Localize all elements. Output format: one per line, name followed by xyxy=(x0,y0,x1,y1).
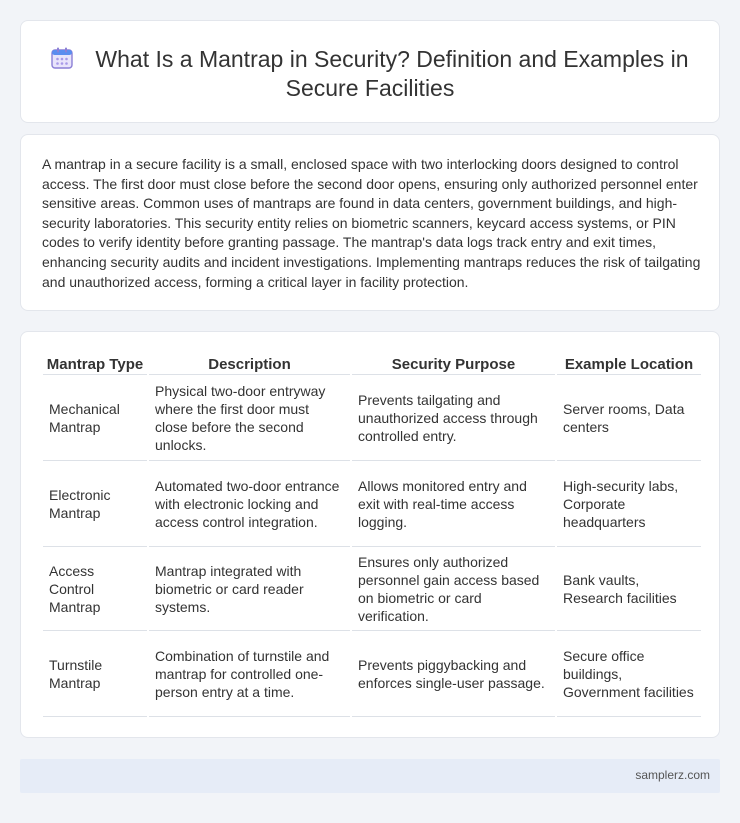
title-card xyxy=(20,20,720,123)
cell-type: Mechanical Mantrap xyxy=(43,375,147,461)
page-title-text: What Is a Mantrap in Security? Definition and Examples in Secure Facilities xyxy=(95,46,689,101)
cell-location: Secure office buildings, Government facilities xyxy=(557,631,701,717)
cell-type: Electronic Mantrap xyxy=(43,461,147,547)
cell-location: Bank vaults, Research facilities xyxy=(557,547,701,631)
mantrap-table xyxy=(41,353,703,717)
cell-description: Physical two-door entryway where the first door must close before the second unlocks. xyxy=(149,375,350,461)
calendar-icon xyxy=(51,47,73,69)
intro-paragraph: A mantrap in a secure facility is a small, enclosed space with two interlocking doors designed to control access. The first door must close before the second door opens, ensuring only authorized personnel enter sensitive areas. Common uses of mantraps are found in data centers, government buildings, and high-security laboratories. This security entity relies on biometric scanners, keycard access systems, or PIN codes to verify identity before granting passage. The mantrap's data logs track entry and exit times, enhancing security audits and incident investigations. Implementing mantraps reduces the risk of tailgating and unauthorized access, forming a critical layer in facility protection. xyxy=(42,156,701,290)
cell-purpose: Prevents tailgating and unauthorized access through controlled entry. xyxy=(352,375,555,461)
cell-purpose: Allows monitored entry and exit with real-time access logging. xyxy=(352,461,555,547)
table-row xyxy=(43,461,701,547)
cell-description: Mantrap integrated with biometric or card reader systems. xyxy=(149,547,350,631)
cell-location: High-security labs, Corporate headquarters xyxy=(557,461,701,547)
footer-site-link[interactable]: samplerz.com xyxy=(635,768,710,782)
cell-type: Turnstile Mantrap xyxy=(43,631,147,717)
page-title xyxy=(51,45,689,103)
column-header-type: Mantrap Type xyxy=(43,353,147,375)
table-row xyxy=(43,375,701,461)
table-header-row xyxy=(43,353,701,375)
page-header xyxy=(51,45,689,103)
cell-purpose: Ensures only authorized personnel gain access based on biometric or card verification. xyxy=(352,547,555,631)
intro-card xyxy=(20,134,720,311)
footer-bar xyxy=(20,759,720,793)
cell-description: Automated two-door entrance with electronic locking and access control integration. xyxy=(149,461,350,547)
column-header-location: Example Location xyxy=(557,353,701,375)
column-header-description: Description xyxy=(149,353,350,375)
table-card xyxy=(20,331,720,738)
cell-type: Access Control Mantrap xyxy=(43,547,147,631)
cell-location: Server rooms, Data centers xyxy=(557,375,701,461)
table-row xyxy=(43,631,701,717)
column-header-purpose: Security Purpose xyxy=(352,353,555,375)
cell-description: Combination of turnstile and mantrap for controlled one-person entry at a time. xyxy=(149,631,350,717)
table-row xyxy=(43,547,701,631)
cell-purpose: Prevents piggybacking and enforces single-user passage. xyxy=(352,631,555,717)
